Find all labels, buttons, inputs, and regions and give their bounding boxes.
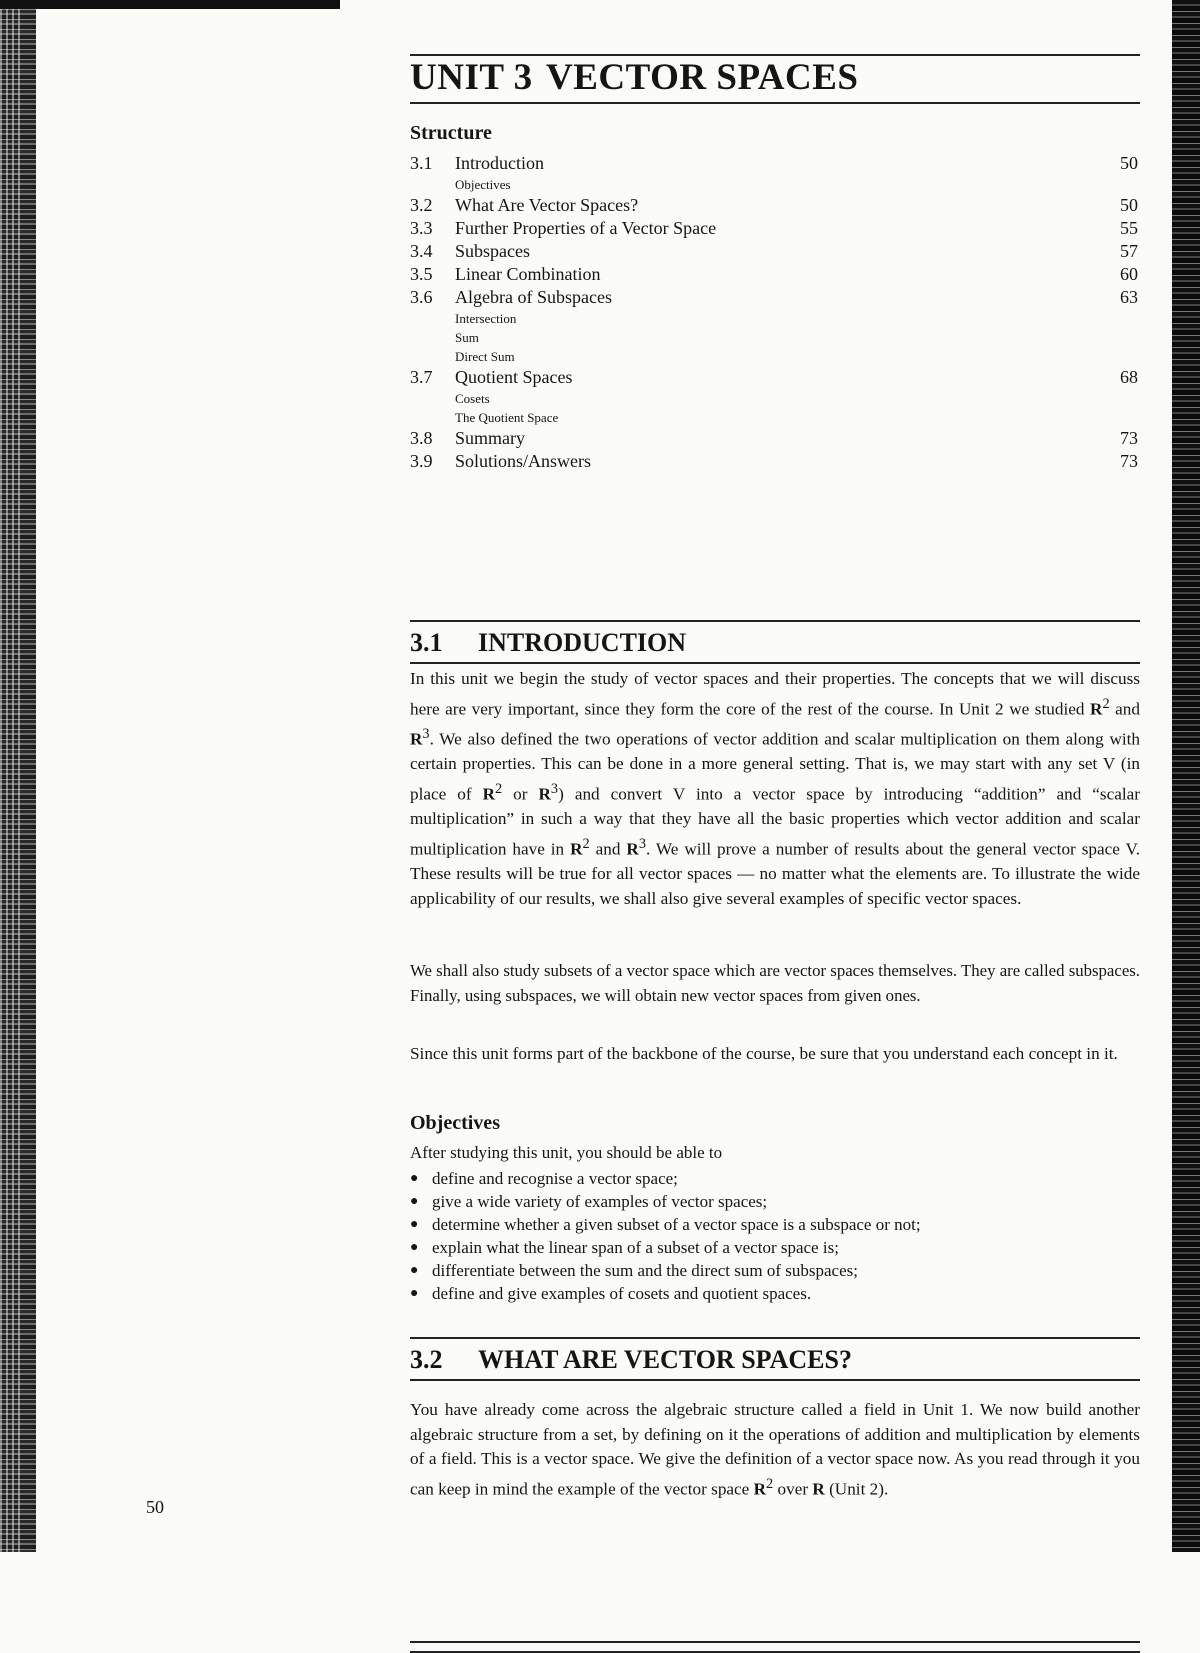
unit-number: UNIT 3 <box>410 57 533 98</box>
toc-page: 73 <box>1120 428 1138 448</box>
toc-number: 3.9 <box>410 451 433 471</box>
objective-text: differentiate between the sum and the direct sum of subspaces; <box>432 1261 858 1280</box>
objective-text: define and recognise a vector space; <box>432 1169 678 1188</box>
intro-paragraph-3: Since this unit forms part of the backbone of the course, be sure that you understand each concept in it. <box>410 1044 1118 1063</box>
scan-right-edge <box>1172 0 1200 1552</box>
toc-page: 60 <box>1120 264 1138 284</box>
toc-entry <box>410 286 1138 366</box>
toc-number: 3.2 <box>410 195 433 215</box>
objective-item <box>410 1282 1140 1305</box>
toc-entry-line <box>410 194 1138 217</box>
toc-page: 50 <box>1120 153 1138 173</box>
section-title: WHAT ARE VECTOR SPACES? <box>478 1345 852 1374</box>
toc-entry-line <box>410 366 1138 389</box>
bullet-icon: ● <box>410 1194 419 1209</box>
toc-title: What Are Vector Spaces? <box>455 195 639 215</box>
section-title: INTRODUCTION <box>478 628 687 657</box>
structure-heading: Structure <box>410 122 492 144</box>
toc-number: 3.3 <box>410 218 433 238</box>
objective-item <box>410 1190 1140 1213</box>
unit-title <box>410 54 1140 104</box>
toc-number: 3.8 <box>410 428 433 448</box>
toc-number: 3.4 <box>410 241 433 261</box>
toc-title: Linear Combination <box>455 264 601 284</box>
objective-text: determine whether a given subset of a vector space is a subspace or not; <box>432 1215 921 1234</box>
toc-entry <box>410 263 1138 286</box>
intro-paragraph-1: In this unit we begin the study of vector spaces and their properties. The concepts that we will discuss here are very important, since they form the core of the rest of the course. In Unit 2 we studied $R^2$ and $R^3$. We also defined the two operations of vector addition and scalar multiplication on them along with certain properties. This can be done in a more general setting. That is, we may start with any set V (in place of $R^2$ or $R^3$) and convert V into a vector space by introducing “addition” and “scalar multiplication” in such a way that they have all the basic properties which vector addition and scalar multiplication have in $R^2$ and $R^3$. We will prove a number of results about the general vector space V. These results will be true for all vector spaces — no matter what the elements are. To illustrate the wide applicability of our results, we shall also give several examples of specific vector spaces. <box>410 669 1141 908</box>
bullet-icon: ● <box>410 1240 419 1255</box>
objective-text: define and give examples of cosets and quotient spaces. <box>432 1284 812 1303</box>
toc-number: 3.1 <box>410 153 433 173</box>
bullet-icon: ● <box>410 1263 419 1278</box>
toc-subentry: Cosets <box>455 391 490 406</box>
objective-text: give a wide variety of examples of vector spaces; <box>432 1192 768 1211</box>
toc-title: Solutions/Answers <box>455 451 592 471</box>
toc-subentry: Direct Sum <box>455 349 515 364</box>
toc-title: Algebra of Subspaces <box>455 287 612 307</box>
toc-page: 68 <box>1120 367 1138 387</box>
toc-entry-line <box>410 286 1138 309</box>
toc-entry <box>410 152 1138 194</box>
toc-entry <box>410 450 1138 473</box>
toc-subentry: Objectives <box>455 177 511 192</box>
objective-item <box>410 1236 1140 1259</box>
toc-number: 3.5 <box>410 264 433 284</box>
section-heading-vector-spaces <box>410 1337 1140 1381</box>
section-heading-introduction <box>410 620 1140 664</box>
bullet-icon: ● <box>410 1286 419 1301</box>
toc-subentry: Intersection <box>455 311 517 326</box>
section-heading-what-are-vector-spaces <box>410 1641 1140 1653</box>
objective-item <box>410 1167 1140 1190</box>
toc-entry-line <box>410 263 1138 286</box>
objectives-heading: Objectives <box>410 1112 500 1134</box>
bullet-icon: ● <box>410 1171 419 1186</box>
bullet-icon: ● <box>410 1217 419 1232</box>
section-32-paragraph-1: You have already come across the algebraic structure called a field in Unit 1. We now build another algebraic structure from a set, by defining on it the operations of addition and multiplication by elements of a field. This is a vector space. We give the definition of a vector space now. As you read through it you can keep in mind the example of the vector space $R^2$ over R (Unit 2). <box>410 1400 1140 1499</box>
toc-title: Summary <box>455 428 525 448</box>
scan-left-speckle <box>0 0 24 1552</box>
objectives-intro: After studying this unit, you should be able to <box>410 1143 723 1162</box>
toc-title: Subspaces <box>455 241 530 261</box>
toc-entry-line <box>410 240 1138 263</box>
intro-paragraph-2: We shall also study subsets of a vector space which are vector spaces themselves. They are called subspaces. Finally, using subspaces, we will obtain new vector spaces from given ones. <box>410 961 1140 1005</box>
objective-item <box>410 1213 1140 1236</box>
objective-text: explain what the linear span of a subset of a vector space is; <box>432 1238 839 1257</box>
scan-top-rule <box>0 0 340 9</box>
toc-number: 3.7 <box>410 367 433 387</box>
section-number: 3.1 <box>410 628 443 657</box>
toc-page: 55 <box>1120 218 1138 238</box>
unit-name: VECTOR SPACES <box>546 57 859 98</box>
toc-entry-line <box>410 217 1138 240</box>
toc-title: Introduction <box>455 153 544 173</box>
toc-entry <box>410 366 1138 427</box>
toc-subentry: The Quotient Space <box>455 410 559 425</box>
table-of-contents <box>410 152 1138 473</box>
toc-entry <box>410 240 1138 263</box>
page-number: 50 <box>146 1497 164 1517</box>
toc-entry <box>410 427 1138 450</box>
toc-page: 57 <box>1120 241 1138 261</box>
objectives-list <box>410 1167 1140 1305</box>
toc-entry <box>410 217 1138 240</box>
toc-page: 63 <box>1120 287 1138 307</box>
toc-title: Quotient Spaces <box>455 367 573 387</box>
toc-entry-line <box>410 450 1138 473</box>
objective-item <box>410 1259 1140 1282</box>
toc-title: Further Properties of a Vector Space <box>455 218 717 238</box>
toc-entry-line <box>410 427 1138 450</box>
toc-page: 50 <box>1120 195 1138 215</box>
toc-number: 3.6 <box>410 287 433 307</box>
toc-entry-line <box>410 152 1138 175</box>
toc-entry <box>410 194 1138 217</box>
toc-page: 73 <box>1120 451 1138 471</box>
toc-subentry: Sum <box>455 330 479 345</box>
section-number: 3.2 <box>410 1345 443 1374</box>
